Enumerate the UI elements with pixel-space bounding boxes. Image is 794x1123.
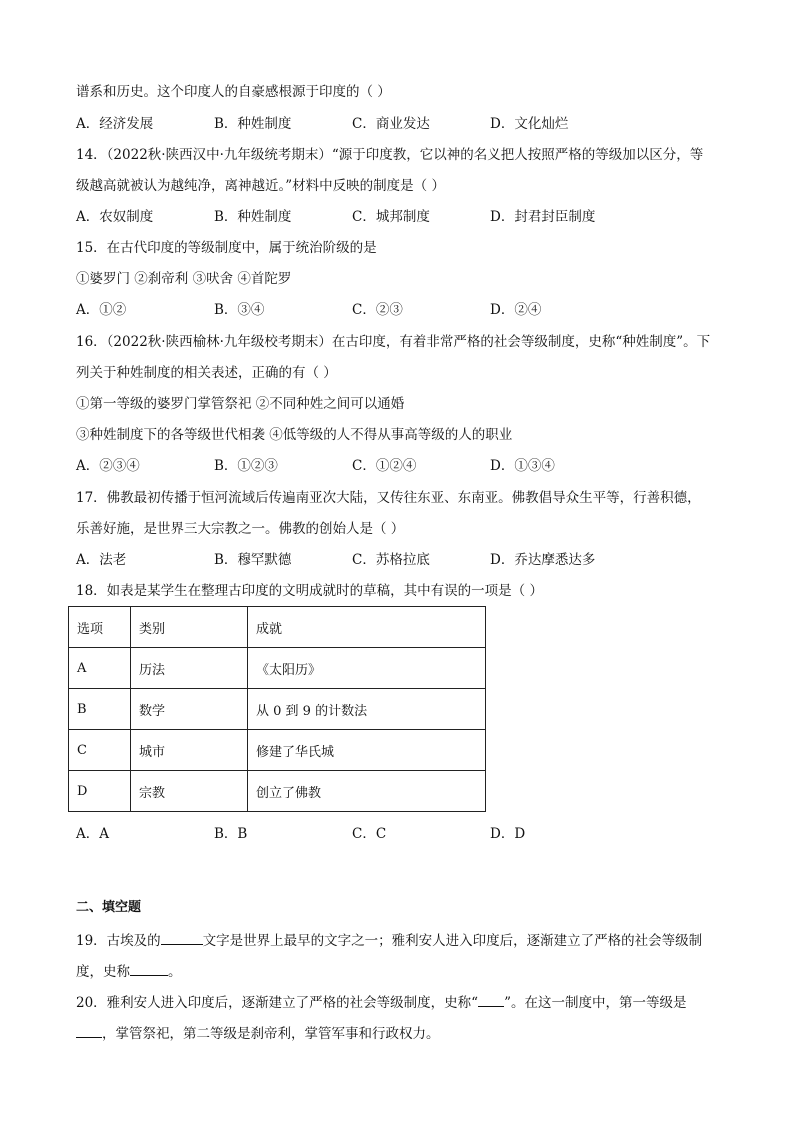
q13-options bbox=[76, 114, 726, 134]
q13-option-c[interactable]: C．商业发达 bbox=[352, 116, 430, 132]
q20-blank-2[interactable] bbox=[76, 1023, 102, 1038]
table-cell: 修建了华氏城 bbox=[248, 730, 486, 771]
q15-option-b[interactable]: B．③④ bbox=[214, 302, 265, 318]
q15-option-a[interactable]: A．①② bbox=[76, 302, 127, 318]
q19-blank-1[interactable] bbox=[161, 930, 203, 945]
q16-option-d[interactable]: D．①③④ bbox=[490, 458, 555, 474]
q15-text-line1: 15．在古代印度的等级制度中，属于统治阶级的是 bbox=[76, 240, 377, 256]
q20-text-part: 20．雅利安人进入印度后，逐渐建立了严格的社会等级制度，史称“ bbox=[76, 995, 479, 1011]
q20-blank-1[interactable] bbox=[478, 992, 504, 1007]
q16-text-line3: ①第一等级的婆罗门掌管祭祀 ②不同种姓之间可以通婚 bbox=[76, 396, 405, 412]
q14-options bbox=[76, 207, 726, 227]
section-heading-fill-in: 二、填空题 bbox=[76, 900, 142, 915]
q18-option-d[interactable]: D．D bbox=[490, 826, 526, 842]
table-header-cell: 类别 bbox=[131, 607, 248, 648]
q16-options bbox=[76, 456, 726, 476]
q18-options bbox=[76, 824, 726, 844]
q20-text-line1 bbox=[76, 992, 687, 1013]
table-cell: A bbox=[69, 648, 131, 689]
q20-text-part: ”。在这一制度中，第一等级是 bbox=[504, 995, 687, 1011]
q15-options bbox=[76, 300, 726, 320]
table-cell: 历法 bbox=[131, 648, 248, 689]
q17-text-line2: 乐善好施，是世界三大宗教之一。佛教的创始人是（ ） bbox=[76, 521, 405, 537]
q19-text-line2 bbox=[76, 961, 182, 982]
table-cell: C bbox=[69, 730, 131, 771]
q14-text-line2: 级越高就被认为越纯净，离神越近。”材料中反映的制度是（ ） bbox=[76, 178, 445, 194]
q19-text-part: 度，史称 bbox=[76, 964, 130, 980]
table-row bbox=[69, 648, 486, 689]
table-header-cell: 选项 bbox=[69, 607, 131, 648]
q16-option-c[interactable]: C．①②④ bbox=[352, 458, 417, 474]
q14-option-c[interactable]: C．城邦制度 bbox=[352, 209, 430, 225]
q16-text-line1: 16．（2022秋·陕西榆林·九年级校考期末）在古印度，有着非常严格的社会等级制度，史称“种姓制度”。下 bbox=[76, 334, 711, 350]
achievements-table bbox=[68, 606, 486, 812]
q17-option-a[interactable]: A．法老 bbox=[76, 552, 127, 568]
q16-option-b[interactable]: B．①②③ bbox=[214, 458, 278, 474]
q14-option-b[interactable]: B．种姓制度 bbox=[214, 209, 292, 225]
q16-option-a[interactable]: A．②③④ bbox=[76, 458, 140, 474]
q18-option-a[interactable]: A．A bbox=[76, 826, 109, 842]
q13-text: 谱系和历史。这个印度人的自豪感根源于印度的（ ） bbox=[76, 84, 391, 100]
q14-option-a[interactable]: A．农奴制度 bbox=[76, 209, 154, 225]
table-header-row bbox=[69, 607, 486, 648]
q19-blank-2[interactable] bbox=[130, 961, 168, 976]
q14-text-line1: 14．（2022秋·陕西汉中·九年级统考期末）“源于印度教，它以神的名义把人按照严格的等级加以区分，等 bbox=[76, 147, 704, 163]
q14-option-d[interactable]: D．封君封臣制度 bbox=[490, 209, 596, 225]
table-row bbox=[69, 689, 486, 730]
table-cell: 《太阳历》 bbox=[248, 648, 486, 689]
table-cell: 创立了佛教 bbox=[248, 771, 486, 812]
table-row bbox=[69, 771, 486, 812]
q20-text-part: ，掌管祭祀，第二等级是刹帝利，掌管军事和行政权力。 bbox=[102, 1026, 440, 1042]
q16-text-line2: 列关于种姓制度的相关表述，正确的有（ ） bbox=[76, 365, 337, 381]
table-cell: 宗教 bbox=[131, 771, 248, 812]
q17-option-c[interactable]: C．苏格拉底 bbox=[352, 552, 430, 568]
q19-text-part: 19．古埃及的 bbox=[76, 933, 161, 949]
table-cell: D bbox=[69, 771, 131, 812]
q13-option-b[interactable]: B．种姓制度 bbox=[214, 116, 292, 132]
q18-text: 18．如表是某学生在整理古印度的文明成就时的草稿，其中有误的一项是（ ） bbox=[76, 583, 543, 599]
table-cell: B bbox=[69, 689, 131, 730]
q17-option-b[interactable]: B．穆罕默德 bbox=[214, 552, 292, 568]
q13-option-a[interactable]: A．经济发展 bbox=[76, 116, 154, 132]
table-cell: 数学 bbox=[131, 689, 248, 730]
q19-text-part: 文字是世界上最早的文字之一；雅利安人进入印度后，逐渐建立了严格的社会等级制 bbox=[202, 933, 703, 949]
q16-text-line4: ③种姓制度下的各等级世代相袭 ④低等级的人不得从事高等级的人的职业 bbox=[76, 427, 513, 443]
table-row bbox=[69, 730, 486, 771]
q18-option-c[interactable]: C．C bbox=[352, 826, 387, 842]
q15-text-line2: ①婆罗门 ②刹帝利 ③吠舍 ④首陀罗 bbox=[76, 271, 292, 287]
q17-text-line1: 17．佛教最初传播于恒河流域后传遍南亚次大陆，又传往东亚、东南亚。佛教倡导众生平等，行善积德， bbox=[76, 490, 701, 506]
q13-option-d[interactable]: D．文化灿烂 bbox=[490, 116, 569, 132]
q17-option-d[interactable]: D．乔达摩悉达多 bbox=[490, 552, 596, 568]
q19-text-line1 bbox=[76, 930, 702, 951]
q20-text-line2 bbox=[76, 1023, 440, 1044]
q15-option-d[interactable]: D．②④ bbox=[490, 302, 542, 318]
q17-options bbox=[76, 550, 726, 570]
q15-option-c[interactable]: C．②③ bbox=[352, 302, 403, 318]
table-header-cell: 成就 bbox=[248, 607, 486, 648]
q19-text-part: 。 bbox=[168, 964, 182, 980]
q18-option-b[interactable]: B．B bbox=[214, 826, 248, 842]
table-cell: 城市 bbox=[131, 730, 248, 771]
table-cell: 从 0 到 9 的计数法 bbox=[248, 689, 486, 730]
